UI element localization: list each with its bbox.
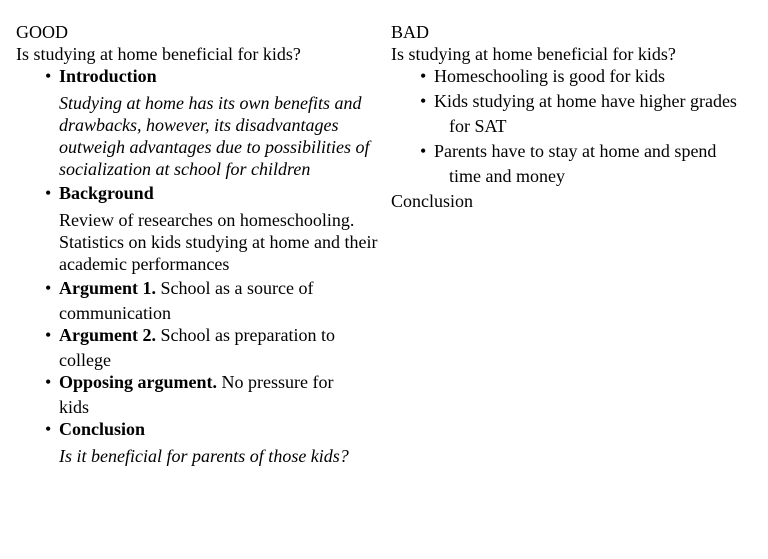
argument-2-text-continued: college (59, 350, 111, 370)
argument-2-title: Argument 2. (59, 325, 156, 345)
outline-item-opposing-argument (16, 371, 388, 418)
bad-item-3-text: Parents have to stay at home and spend (434, 141, 717, 161)
bad-conclusion: Conclusion (391, 191, 474, 211)
bad-list-item (391, 140, 763, 187)
argument-2-text: School as preparation to (156, 325, 335, 345)
outline-item-conclusion (16, 418, 388, 467)
bullet-icon: • (420, 66, 427, 86)
good-outline (16, 21, 388, 469)
bullet-icon: • (420, 91, 427, 111)
good-outline-list (16, 65, 388, 467)
bullet-icon: • (45, 372, 52, 392)
bullet-icon: • (420, 141, 427, 161)
bad-outline (391, 21, 763, 212)
opposing-argument-text-continued: kids (59, 397, 90, 417)
bad-list-item (391, 65, 763, 87)
bad-label: BAD (391, 22, 430, 42)
opposing-argument-text: No pressure for (217, 372, 334, 392)
good-label: GOOD (16, 22, 68, 42)
bad-outline-list (391, 65, 763, 187)
argument-1-text: School as a source of (156, 278, 314, 298)
background-text: Review of researches on homeschooling. Statistics on kids studying at home and their academic performances (59, 210, 378, 274)
bullet-icon: • (45, 183, 52, 203)
opposing-argument-title: Opposing argument. (59, 372, 218, 392)
bullet-icon: • (45, 66, 52, 86)
bullet-icon: • (45, 278, 52, 298)
introduction-title: Introduction (59, 66, 157, 86)
good-question: Is studying at home beneficial for kids? (16, 44, 301, 64)
bad-item-3-text-continued: time and money (449, 166, 565, 186)
argument-1-text-continued: communication (59, 303, 171, 323)
outline-item-background (16, 182, 388, 275)
bad-item-2-text-continued: for SAT (449, 116, 507, 136)
bullet-icon: • (45, 419, 52, 439)
bad-question: Is studying at home beneficial for kids? (391, 44, 676, 64)
bad-item-1-text: Homeschooling is good for kids (434, 66, 665, 86)
outline-item-argument-2 (16, 324, 388, 371)
conclusion-title: Conclusion (59, 419, 146, 439)
bullet-icon: • (45, 325, 52, 345)
bad-item-2-text: Kids studying at home have higher grades (434, 91, 737, 111)
outline-item-argument-1 (16, 277, 388, 324)
bad-list-item (391, 90, 763, 137)
outline-item-introduction (16, 65, 388, 180)
background-title: Background (59, 183, 154, 203)
conclusion-text: Is it beneficial for parents of those kids? (59, 446, 349, 466)
argument-1-title: Argument 1. (59, 278, 156, 298)
introduction-text: Studying at home has its own benefits and drawbacks, however, its disadvantages outweigh advantages due to possibilities of socialization at school for children (59, 93, 370, 179)
